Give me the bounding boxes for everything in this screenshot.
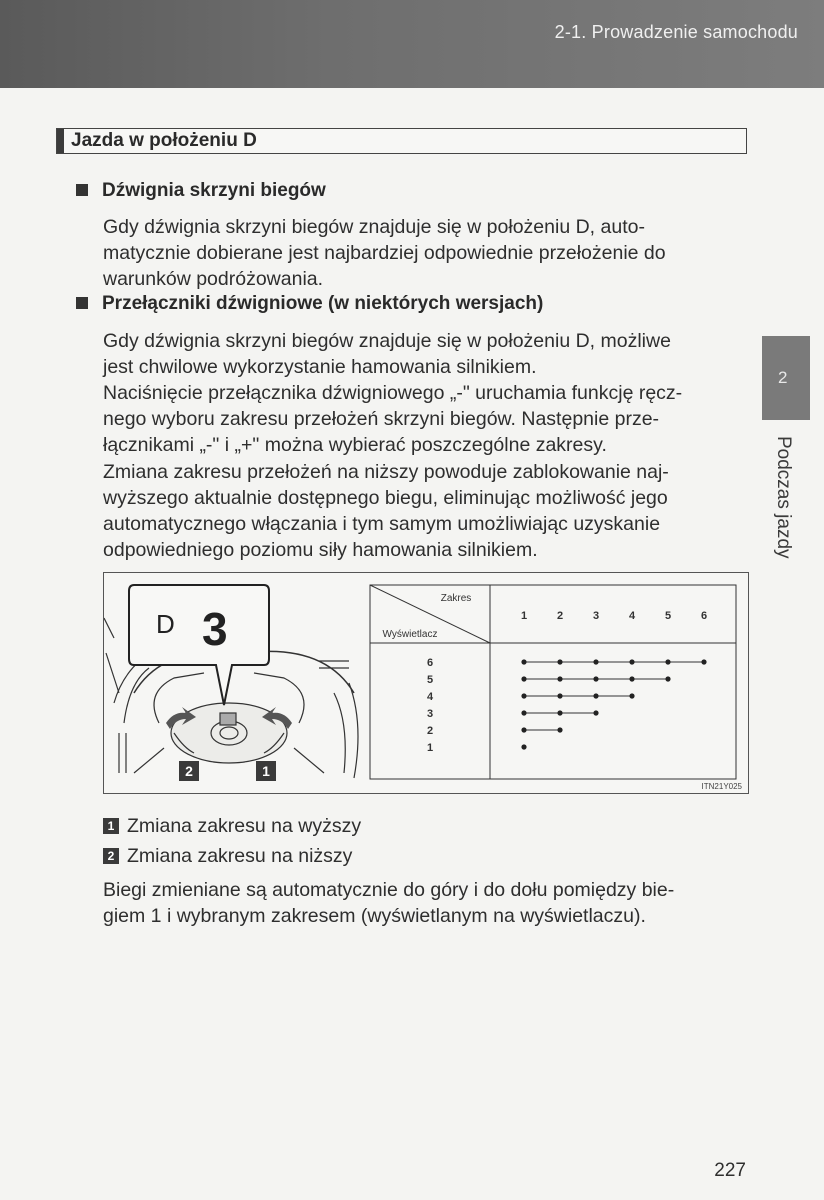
display-label-6: 6 (426, 657, 434, 669)
gear-dot-1-1 (521, 744, 526, 749)
chapter-title: Podczas jazdy (773, 436, 794, 559)
range-table (370, 585, 736, 779)
badge-up-label: 1 (262, 763, 270, 779)
gear-dot-3-2 (557, 710, 562, 715)
text-line: jest chwilowe wykorzystanie hamowania silnikiem. (103, 356, 537, 378)
bullet-square-icon (76, 297, 88, 309)
badge-1-icon: 1 (103, 818, 119, 834)
text-line: Biegi zmieniane są automatycznie do góry i do dołu pomiędzy bie- (103, 879, 675, 901)
gear-dot-4-3 (593, 693, 598, 698)
display-digit: 3 (202, 603, 228, 655)
figure-paddle-shift (103, 572, 749, 794)
gear-dot-5-5 (665, 676, 670, 681)
section-title: Jazda w położeniu D (71, 130, 257, 151)
gear-dot-3-3 (593, 710, 598, 715)
gear-dot-6-4 (629, 659, 634, 664)
gear-dot-5-4 (629, 676, 634, 681)
text-line: warunków podróżowania. (103, 268, 324, 290)
gear-dot-5-3 (593, 676, 598, 681)
gear-dot-4-4 (629, 693, 634, 698)
text-line: matycznie dobierane jest najbardziej odpowiednie przełożenie do (103, 242, 666, 264)
display-letter: D (156, 609, 175, 639)
section-heading-bar (57, 129, 64, 153)
legend-text: Zmiana zakresu na niższy (127, 845, 353, 867)
range-label-6: 6 (700, 610, 708, 622)
gear-marks (521, 659, 706, 749)
chapter-number: 2 (778, 368, 788, 387)
display-label-2: 2 (426, 725, 434, 737)
paragraph-gear-lever (103, 214, 749, 292)
display-callout (129, 585, 269, 705)
text-line: odpowiedniego poziomu siły hamowania silnikiem. (103, 539, 538, 561)
text-line: wyższego aktualnie dostępnego biegu, eliminując możliwość jego (103, 487, 668, 509)
display-label-5: 5 (426, 674, 434, 686)
badge-2-icon: 2 (103, 848, 119, 864)
text-line: Naciśnięcie przełącznika dźwigniowego „-" uruchamia funkcję ręcz- (103, 382, 683, 404)
text-line: Gdy dźwignia skrzyni biegów znajduje się w położeniu D, auto- (103, 216, 645, 238)
subheading-text: Dźwignia skrzyni biegów (102, 180, 326, 201)
range-label-2: 2 (556, 610, 564, 622)
range-header-row (521, 610, 707, 622)
display-label-4: 4 (426, 691, 434, 703)
range-label-4: 4 (628, 610, 636, 622)
range-label-1: 1 (520, 610, 528, 622)
display-label-1: 1 (426, 742, 434, 754)
display-column (427, 657, 434, 754)
gear-dot-5-2 (557, 676, 562, 681)
display-label-3: 3 (426, 708, 434, 720)
gear-dot-3-1 (521, 710, 526, 715)
header-band (0, 0, 824, 88)
subheading-paddle-shifters (78, 293, 543, 315)
figure-illustration (104, 573, 748, 793)
gear-dot-4-1 (521, 693, 526, 698)
gear-dot-2-2 (557, 727, 562, 732)
bullet-square-icon (76, 184, 88, 196)
text-line: giem 1 i wybranym zakresem (wyświetlanym na wyświetlaczu). (103, 905, 646, 927)
paragraph-auto-shift (103, 877, 749, 929)
paragraph-downshift (103, 459, 749, 563)
chapter-tab (762, 336, 810, 420)
gear-dot-6-1 (521, 659, 526, 664)
subheading-text: Przełączniki dźwigniowe (w niektórych wersjach) (102, 293, 544, 314)
text-line: Gdy dźwignia skrzyni biegów znajduje się w położeniu D, możliwe (103, 330, 671, 352)
text-line: Zmiana zakresu przełożeń na niższy powoduje zablokowanie naj- (103, 461, 669, 483)
gear-dot-4-2 (557, 693, 562, 698)
section-heading-box (56, 128, 747, 154)
page-number: 227 (714, 1160, 746, 1181)
figure-code: ITN21Y025 (701, 782, 742, 791)
range-label-3: 3 (592, 610, 600, 622)
paragraph-manual-mode (103, 380, 749, 458)
legend-item-upshift (103, 815, 361, 838)
gear-dot-2-1 (521, 727, 526, 732)
text-line: automatycznego włączania i tym samym umożliwiając uzyskanie (103, 513, 661, 535)
table-header-display: Wyświetlacz (382, 629, 438, 640)
text-line: nego wyboru zakresu przełożeń skrzyni biegów. Następnie prze- (103, 408, 660, 430)
text-line: łącznikami „-" i „+" można wybierać poszczególne zakresy. (103, 434, 607, 456)
range-label-5: 5 (664, 610, 672, 622)
table-header-range: Zakres (440, 593, 472, 604)
legend-item-downshift (103, 845, 352, 868)
gear-dot-6-3 (593, 659, 598, 664)
gear-dot-6-6 (701, 659, 706, 664)
gear-dot-6-2 (557, 659, 562, 664)
badge-down-label: 2 (185, 763, 193, 779)
chapter-side-label (760, 430, 808, 590)
gear-dot-6-5 (665, 659, 670, 664)
header-title: 2-1. Prowadzenie samochodu (554, 22, 798, 42)
legend-text: Zmiana zakresu na wyższy (127, 815, 362, 837)
subheading-gear-lever (78, 180, 326, 202)
paragraph-engine-braking (103, 328, 749, 380)
gear-dot-5-1 (521, 676, 526, 681)
